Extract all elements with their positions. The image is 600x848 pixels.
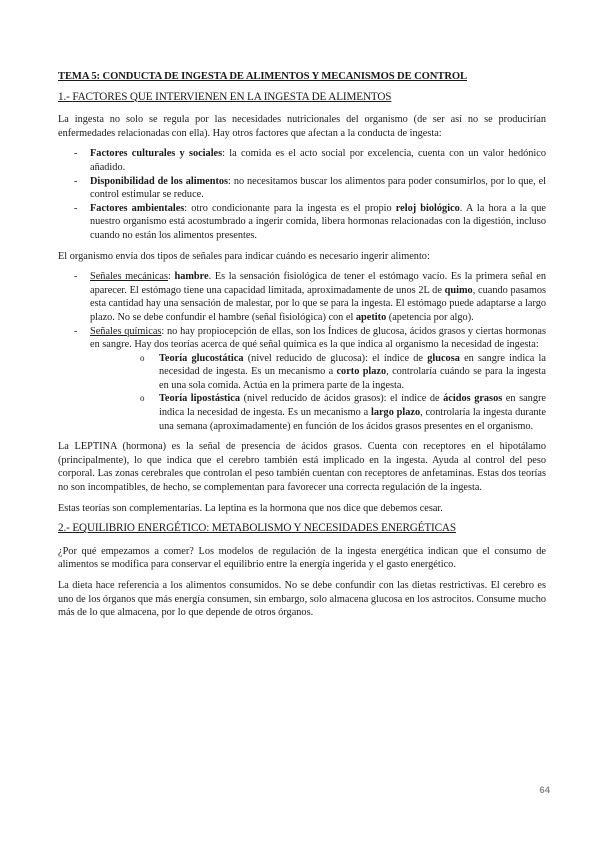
theory-text: en sangre indica la necesidad de ingesta. Es un mecanismo a: [159, 352, 546, 378]
signal-bold-term: apetito: [355, 311, 387, 323]
factor-text: : no necesitamos buscar los alimentos para poder consumirlos, por lo que, el control estimular se reduce.: [90, 175, 547, 201]
list-item: [90, 352, 546, 393]
theory-bold-term: largo plazo: [370, 407, 421, 419]
signal-text: :: [167, 271, 175, 283]
section-1-heading: [58, 91, 546, 105]
signal-text: . Es la sensación fisiológica de tener el estómago vacío. Es la primera señal en aparecer. El estómago tiene una capacidad limitada, aproximadamente de unos 2L de: [90, 271, 546, 296]
theory-bold-term: corto plazo: [336, 366, 387, 378]
page-number: 64: [539, 785, 550, 796]
signal-text: (apetencia por algo).: [386, 311, 474, 323]
factors-list: [58, 147, 546, 242]
section-2-number: 2.-: [58, 522, 73, 535]
theory-text: (nivel reducido de glucosa): el índice de: [243, 352, 428, 364]
list-item: [58, 325, 546, 434]
signal-label: Señales mecánicas: [90, 271, 168, 283]
factor-text: . A la hora a la que nuestro organismo está acostumbrado a ingerir comida, libera hormonas relacionadas con la digestión, incluso cuando no están los alimentos presentes.: [90, 202, 546, 241]
factor-term: Disponibilidad de los alimentos: [90, 175, 229, 187]
theory-bold-term: ácidos grasos: [443, 393, 503, 405]
theory-term: Teoría glucostática: [159, 352, 244, 364]
theory-term: Teoría lipostástica: [159, 393, 240, 405]
signal-bold-term: quimo: [444, 284, 473, 296]
theories-list: [90, 352, 546, 434]
dash-bullet: -: [74, 175, 78, 187]
signals-list: [58, 270, 546, 433]
circle-bullet: o: [140, 352, 145, 363]
signals-intro-paragraph: El organismo envía dos tipos de señales para indicar cuándo es necesario ingerir alimento:: [58, 250, 430, 262]
theory-text: en sangre indica la necesidad de ingesta. Es un mecanismo a: [159, 393, 546, 419]
list-item: [58, 175, 546, 202]
diet-paragraph: La dieta hace referencia a los alimentos consumidos. No se debe confundir con las dietas restrictivas. El cerebro es uno de los órganos que más energía consumen, sin embargo, solo almacena glucosa en los astrocitos. Consume mucho más de lo que almacena, por lo que depende de otros órganos.: [58, 580, 546, 619]
dash-bullet: -: [74, 148, 78, 160]
circle-bullet: o: [140, 393, 145, 404]
section-2-heading: [58, 522, 546, 536]
list-item: [58, 147, 546, 174]
factor-text: : la comida es el acto social por excelencia, cuenta con un valor hedónico añadido.: [90, 148, 547, 173]
signal-label: Señales químicas: [90, 325, 162, 337]
document-body: [58, 70, 546, 627]
signal-text: , cuando pasamos esta cantidad hay una sensación de malestar, por lo que se para la ingesta. El estómago puede adaptarse a largo plazo. No se debe confundir el hambre (señal fisiológica) con el: [90, 284, 547, 323]
section-1-number: 1.-: [58, 90, 73, 103]
factor-term: Factores ambientales: [90, 202, 185, 214]
theory-bold-term: glucosa: [427, 352, 460, 364]
theory-text: (nivel reducido de ácidos grasos): el índice de: [240, 393, 444, 405]
list-item: [90, 392, 546, 433]
factor-term: Factores culturales y sociales: [90, 148, 223, 160]
section-1-title: FACTORES QUE INTERVIENEN EN LA INGESTA DE ALIMENTOS: [72, 90, 392, 103]
factor-text: : otro condicionante para la ingesta es el propio: [184, 202, 396, 214]
page-title: TEMA 5: CONDUCTA DE INGESTA DE ALIMENTOS Y MECANISMOS DE CONTROL: [58, 71, 467, 82]
theory-text: , controlaría la ingesta durante una semana (aproximadamente) en función de los ácidos grasos presentes en el organismo.: [159, 407, 546, 432]
list-item: [58, 270, 546, 324]
theory-text: , controlaría cuándo se para la ingesta en una sola comida. Actúa en la primera parte de la ingesta.: [159, 366, 546, 391]
leptina-paragraph: La LEPTINA (hormona) es la señal de presencia de ácidos grasos. Cuenta con receptores en el hipotálamo (principalmente), lo que indica que el cerebro también está implicado en la ingesta. Ayuda al control del peso corporal. Las zonas cerebrales que controlan el peso también cuentan con receptores de anfetaminas. Estas dos teorías no son incompatibles, de hecho, se complementan para favorecer una correcta regulación de la ingesta.: [58, 441, 546, 494]
dash-bullet: -: [74, 271, 78, 283]
signal-bold-term: hambre: [174, 271, 209, 283]
section-2-title: EQUILIBRIO ENERGÉTICO: METABOLISMO Y NECESIDADES ENERGÉTICAS: [72, 522, 456, 535]
energy-paragraph: ¿Por qué empezamos a comer? Los modelos de regulación de la ingesta energética indican que el consumo de alimentos se modifica para conservar el equilibrio entre la energía ingerida y el gasto energético.: [58, 545, 546, 571]
intro-paragraph: La ingesta no solo se regula por las necesidades nutricionales del organismo (de ser así no se producirían enfermedades relacionadas con ella). Hay otros factores que afectan a la conducta de ingesta:: [58, 114, 546, 139]
signal-text: : no hay propiocepción de ellas, son los Índices de glucosa, ácidos grasos y ciertas hormonas en sangre. Hay dos teorías acerca de qué señal química es la que indica al organismo la necesidad de ingesta:: [90, 325, 546, 351]
complement-paragraph: Estas teorías son complementarias. La leptina es la hormona que nos dice que debemos cesar.: [58, 502, 443, 514]
list-item: [58, 202, 546, 243]
dash-bullet: -: [74, 202, 78, 214]
factor-term-secondary: reloj biológico: [395, 202, 460, 214]
dash-bullet: -: [74, 325, 78, 337]
